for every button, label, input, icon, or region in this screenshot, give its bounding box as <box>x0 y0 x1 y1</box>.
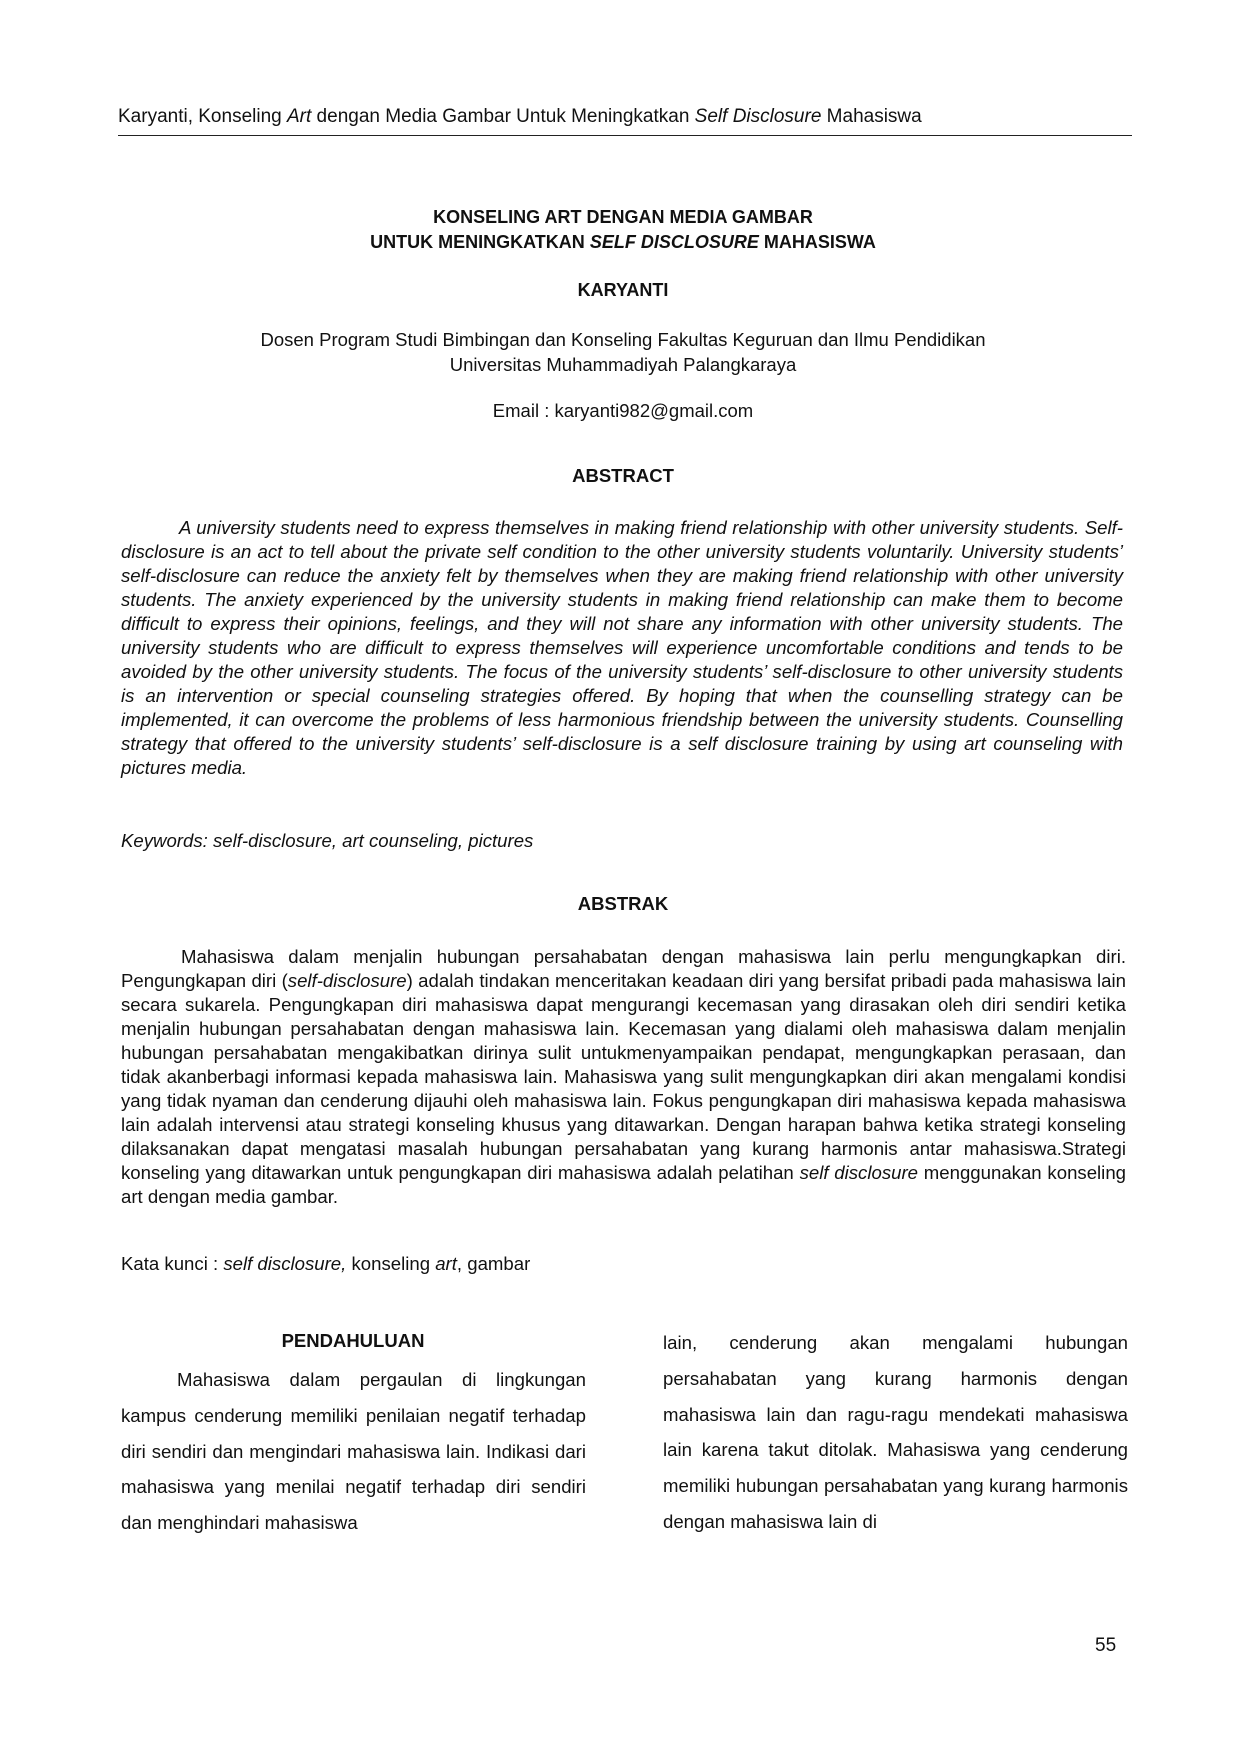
affiliation-line-2: Universitas Muhammadiyah Palangkaraya <box>449 354 797 375</box>
author-name: KARYANTI <box>577 280 669 300</box>
header-text-1: Karyanti, Konseling <box>118 106 287 127</box>
pendahuluan-heading: PENDAHULUAN <box>281 1330 425 1351</box>
abstrak-keywords: Kata kunci : self disclosure, konseling art, gambar <box>121 1253 531 1274</box>
affiliation <box>118 327 1128 377</box>
header-text-4: Self Disclosure <box>694 106 822 127</box>
abstract-body: A university students need to express themselves in making friend relationship with other university students. Self-disclosure is an act to tell about the private self condition to the other university students voluntarily. University students’ self-disclosure can reduce the anxiety felt by themselves when they are making friend relationship with other university students. The anxiety experienced by the university students in making friend relationship can make them to become difficult to express their opinions, feelings, and they will not share any information with other university students. The university students who are difficult to express themselves will experience uncomfortable conditions and tends to be avoided by the other university students. The focus of the university students’ self-disclosure to other university students is an intervention or special counseling strategies offered. By hoping that when the counselling strategy can be implemented, it can overcome the problems of less harmonious friendship between the university students. Counselling strategy that offered to the university students’ self-disclosure is a self disclosure training by using art counseling with pictures media. <box>121 517 1123 778</box>
header-text-5: Mahasiswa <box>821 106 922 127</box>
abstrak-heading: ABSTRAK <box>577 893 669 914</box>
abstrak-body: Mahasiswa dalam menjalin hubungan persahabatan dengan mahasiswa lain perlu mengungkapkan diri. Pengungkapan diri (self-disclosure) adalah tindakan menceritakan keadaan diri yang bersifat pribadi pada mahasiswa lain secara sukarela. Pengungkapan diri mahasiswa dapat mengurangi kecemasan yang dirasakan oleh diri sendiri ketika menjalin hubungan persahabatan dengan mahasiswa lain. Kecemasan yang dialami oleh mahasiswa dalam menjalin hubungan persahabatan mengakibatkan dirinya sulit untukmenyampaikan pendapat, mengungkapkan perasaan, dan tidak akanberbagi informasi kepada mahasiswa lain. Mahasiswa yang sulit mengungkapkan diri akan mengalami kondisi yang tidak nyaman dan cenderung dijauhi oleh mahasiswa lain. Fokus pengungkapan diri mahasiswa kepada mahasiswa lain adalah intervensi atau strategi konseling khusus yang ditawarkan. Dengan harapan bahwa ketika strategi konseling dilaksanakan dapat mengatasi masalah hubungan persahabatan yang kurang harmonis antar mahasiswa.Strategi konseling yang ditawarkan untuk pengungkapan diri mahasiswa adalah pelatihan self disclosure menggunakan konseling art dengan media gambar. <box>121 946 1126 1207</box>
page-number: 55 <box>1095 1635 1117 1656</box>
abstract-heading: ABSTRACT <box>572 465 674 486</box>
title-line-2: UNTUK MENINGKATKAN SELF DISCLOSURE MAHASISWA <box>370 232 876 252</box>
pendahuluan-right-column: lain, cenderung akan mengalami hubungan persahabatan yang kurang harmonis dengan mahasiswa lain dan ragu-ragu mendekati mahasiswa lain karena takut ditolak. Mahasiswa yang cenderung memiliki hubungan persahabatan yang kurang harmonis dengan mahasiswa lain di <box>663 1332 1128 1532</box>
header-text-3: dengan Media Gambar Untuk Meningkatkan <box>311 106 695 127</box>
affiliation-line-1: Dosen Program Studi Bimbingan dan Konseling Fakultas Keguruan dan Ilmu Pendidikan <box>260 329 986 350</box>
header-text-2: Art <box>287 106 312 127</box>
author-email: Email : karyanti982@gmail.com <box>492 400 754 421</box>
running-header <box>118 105 1132 136</box>
abstract-keywords: Keywords: self-disclosure, art counseling, pictures <box>121 830 534 851</box>
pendahuluan-left-column: Mahasiswa dalam pergaulan di lingkungan kampus cenderung memiliki penilaian negatif terhadap diri sendiri dan mengindari mahasiswa lain. Indikasi dari mahasiswa yang menilai negatif terhadap diri sendiri dan menghindari mahasiswa <box>121 1369 586 1534</box>
paper-title <box>118 205 1128 255</box>
title-line-1: KONSELING ART DENGAN MEDIA GAMBAR <box>433 207 813 227</box>
